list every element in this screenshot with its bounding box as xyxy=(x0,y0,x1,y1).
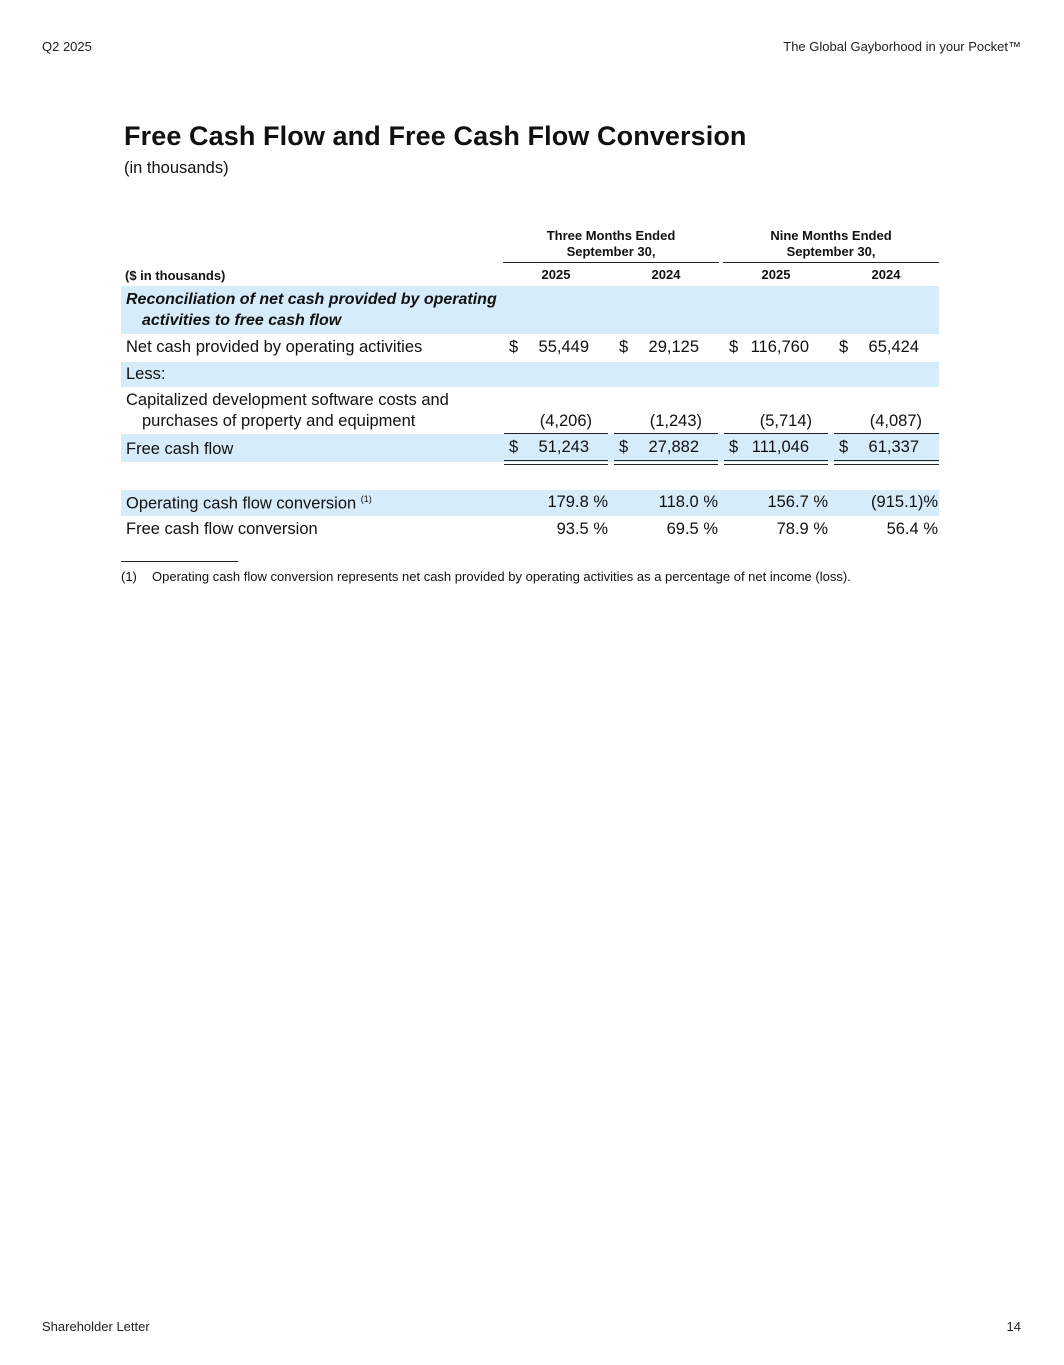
subtotal-underline xyxy=(724,433,828,434)
total-double-underline xyxy=(504,460,608,465)
subtotal-underline xyxy=(834,433,939,434)
group-header-three-months: Three Months Ended September 30, xyxy=(546,228,676,259)
fcf-conversion-value: 78.9 % xyxy=(776,520,828,538)
free-cash-flow-table xyxy=(121,226,939,586)
operating-cash-label: Net cash provided by operating activities xyxy=(126,338,423,356)
ocf-conversion-value: 179.8 % xyxy=(547,493,608,511)
footer-page-number: 14 xyxy=(1006,1319,1021,1334)
fcf-value: 27,882 xyxy=(648,438,699,456)
fcf-conversion-value: 69.5 % xyxy=(666,520,718,538)
capex-value: (4,206) xyxy=(539,412,592,430)
fcf-conversion-label: Free cash flow conversion xyxy=(126,520,318,538)
footnote-marker: (1) xyxy=(121,569,137,584)
fcf-value: 61,337 xyxy=(868,438,919,456)
total-double-underline xyxy=(724,460,828,465)
fcf-label: Free cash flow xyxy=(126,440,234,458)
footnote-reference: (1) xyxy=(360,494,372,504)
operating-cash-value: 65,424 xyxy=(868,338,919,356)
capex-label: Capitalized development software costs and xyxy=(126,391,449,409)
section-heading: Reconciliation of net cash provided by operating xyxy=(126,291,497,308)
currency-symbol: $ xyxy=(839,338,849,356)
operating-cash-value: 29,125 xyxy=(648,338,699,356)
subtotal-underline xyxy=(614,433,718,434)
currency-symbol: $ xyxy=(619,438,629,456)
year-header: 2025 xyxy=(541,267,571,282)
year-header: 2024 xyxy=(871,267,901,282)
ocf-conversion-value: 156.7 % xyxy=(767,493,828,511)
header-tagline: The Global Gayborhood in your Pocket™ xyxy=(783,39,1021,54)
currency-symbol: $ xyxy=(509,438,519,456)
capex-value: (1,243) xyxy=(649,412,702,430)
page-subtitle: (in thousands) xyxy=(124,159,229,177)
fcf-conversion-value: 56.4 % xyxy=(886,520,938,538)
year-header: 2025 xyxy=(761,267,791,282)
subtotal-underline xyxy=(504,433,608,434)
group-header-nine-months: Nine Months Ended September 30, xyxy=(770,228,892,259)
currency-symbol: $ xyxy=(839,438,849,456)
less-label: Less: xyxy=(126,365,166,383)
capex-value: (4,087) xyxy=(869,412,922,430)
capex-value: (5,714) xyxy=(759,412,812,430)
operating-cash-value: 116,760 xyxy=(750,338,809,356)
group-header-underline xyxy=(723,262,939,263)
ocf-conversion-label: Operating cash flow conversion $^{(1)}$ xyxy=(126,494,372,513)
units-label: ($ in thousands) xyxy=(125,268,226,283)
year-header: 2024 xyxy=(651,267,681,282)
footnote-rule xyxy=(121,561,238,562)
footer-document-name: Shareholder Letter xyxy=(42,1319,150,1334)
ocf-conversion-value: (915.1)% xyxy=(871,493,938,511)
fcf-value: 111,046 xyxy=(751,438,809,456)
total-double-underline xyxy=(834,460,939,465)
page-title: Free Cash Flow and Free Cash Flow Conversion xyxy=(124,121,747,151)
fcf-conversion-value: 93.5 % xyxy=(556,520,608,538)
ocf-conversion-value: 118.0 % xyxy=(658,493,718,511)
operating-cash-value: 55,449 xyxy=(538,338,589,356)
capex-label: purchases of property and equipment xyxy=(142,412,416,430)
section-heading: activities to free cash flow xyxy=(142,312,342,329)
less-row-band xyxy=(121,362,939,387)
currency-symbol: $ xyxy=(729,438,739,456)
group-header-underline xyxy=(503,262,719,263)
currency-symbol: $ xyxy=(619,338,629,356)
fcf-row-band xyxy=(121,434,939,462)
total-double-underline xyxy=(614,460,718,465)
footnote-text: Operating cash flow conversion represents net cash provided by operating activities as a percentage of net income (loss). xyxy=(152,569,851,584)
currency-symbol: $ xyxy=(729,338,739,356)
header-quarter: Q2 2025 xyxy=(42,39,92,54)
fcf-value: 51,243 xyxy=(538,438,589,456)
currency-symbol: $ xyxy=(509,338,519,356)
